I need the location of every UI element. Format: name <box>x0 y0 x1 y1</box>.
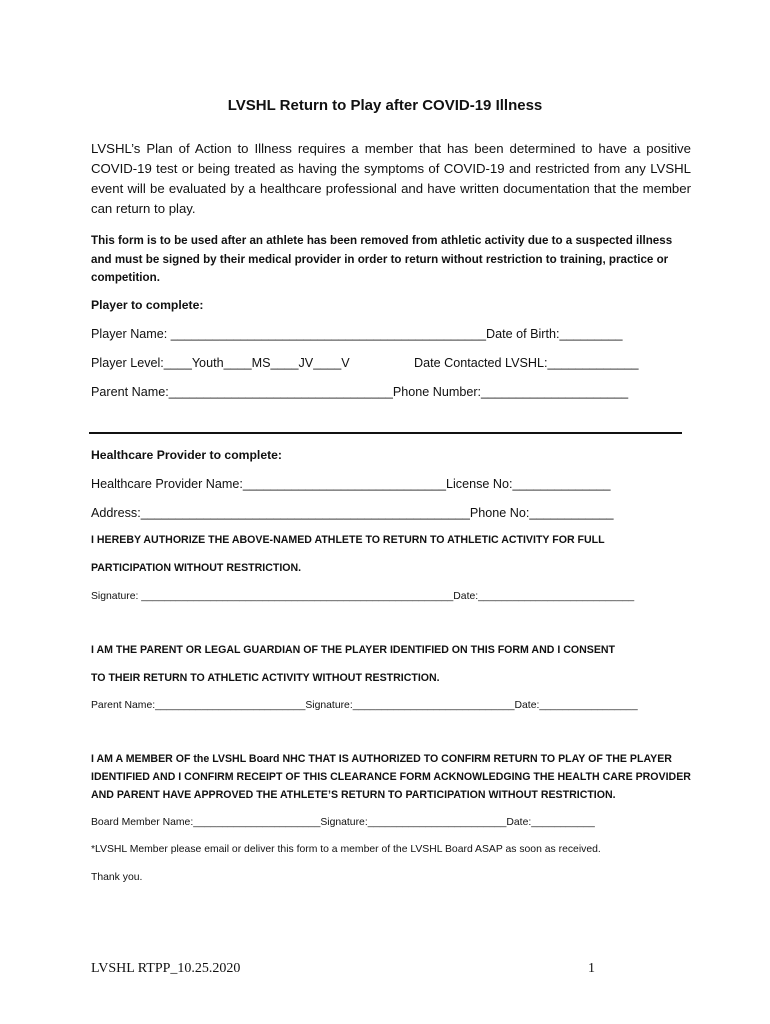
provider-address-field: Address:_______________________________________________Phone No:____________ <box>91 506 614 520</box>
authorize-statement-line-2: PARTICIPATION WITHOUT RESTRICTION. <box>91 562 302 574</box>
board-signature-line: Board Member Name:______________________Signature:________________________Date:___________ <box>91 817 595 828</box>
player-section-heading: Player to complete: <box>91 298 204 312</box>
footer-document-id: LVSHL RTPP_10.25.2020 <box>91 961 241 976</box>
thank-you-text: Thank you. <box>91 872 143 883</box>
board-note: *LVSHL Member please email or deliver this form to a member of the LVSHL Board ASAP as soon as received. <box>91 844 601 855</box>
authorize-statement-line-1: I HEREBY AUTHORIZE THE ABOVE-NAMED ATHLETE TO RETURN TO ATHLETIC ACTIVITY FOR FULL <box>91 534 605 546</box>
board-statement-line-1: I AM A MEMBER OF the LVSHL Board NHC THAT IS AUTHORIZED TO CONFIRM RETURN TO PLAY OF THE PLAYER <box>91 753 672 765</box>
parent-consent-line-1: I AM THE PARENT OR LEGAL GUARDIAN OF THE PLAYER IDENTIFIED ON THIS FORM AND I CONSENT <box>91 644 616 656</box>
document-title: LVSHL Return to Play after COVID-19 Illness <box>227 97 543 114</box>
player-name-field: Player Name: _____________________________________________Date of Birth:_________ <box>91 327 623 341</box>
date-contacted-field: Date Contacted LVSHL:_____________ <box>414 356 639 370</box>
provider-signature-line: Signature: ______________________________________________________Date:___________________________ <box>91 591 635 602</box>
board-statement-line-3: AND PARENT HAVE APPROVED THE ATHLETE’S RETURN TO PARTICIPATION WITHOUT RESTRICTION. <box>91 789 616 801</box>
board-statement-line-2: IDENTIFIED AND I CONFIRM RECEIPT OF THIS CLEARANCE FORM ACKNOWLEDGING THE HEALTH CARE PROVIDER <box>91 771 691 783</box>
footer-page-number: 1 <box>588 961 595 976</box>
parent-name-field: Parent Name:________________________________Phone Number:_____________________ <box>91 385 629 399</box>
parent-consent-line-2: TO THEIR RETURN TO ATHLETIC ACTIVITY WITHOUT RESTRICTION. <box>91 672 440 684</box>
provider-name-field: Healthcare Provider Name:_____________________________License No:______________ <box>91 477 611 491</box>
form-purpose-paragraph: This form is to be used after an athlete has been removed from athletic activity due to a suspected illness and must be signed by their medical provider in order to return without restriction to training, practice or competition. <box>91 234 673 284</box>
parent-signature-line: Parent Name:__________________________Signature:____________________________Date:_________________ <box>91 700 638 711</box>
section-divider <box>89 432 682 434</box>
player-level-field: Player Level:____Youth____MS____JV____V <box>91 356 350 370</box>
intro-paragraph: LVSHL’s Plan of Action to Illness requires a member that has been determined to have a positive COVID-19 test or being treated as having the symptoms of COVID-19 and restricted from any LVSHL event will be evaluated by a healthcare professional and have written documentation that the member can return to play. <box>91 141 691 216</box>
provider-section-heading: Healthcare Provider to complete: <box>91 448 282 462</box>
